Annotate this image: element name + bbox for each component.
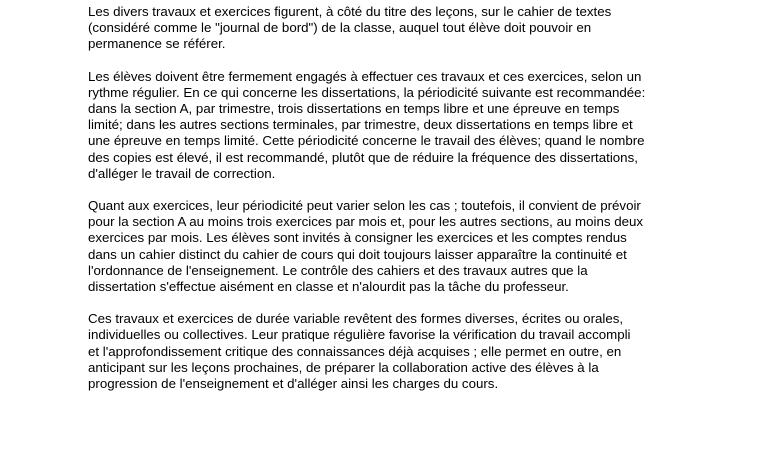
paragraph-formes-travaux: Ces travaux et exercices de durée variable revêtent des formes diverses, écrites ou orales, individuelles ou collectives. Leur pratique régulière favorise la vérification du travail accompli et l'approfondissement critique des connaissances déjà acquises ; elle permet en outre, en anticipant sur les leçons prochaines, de préparer la collaboration active des élèves à la progression de l'enseignement et d'alléger ainsi les charges du cours. [88, 311, 631, 392]
paragraph-exercices: Quant aux exercices, leur périodicité peut varier selon les cas ; toutefois, il convient de prévoir pour la section A au moins trois exercices par mois et, pour les autres sections, au moins deux exercices par mois. Les élèves sont invités à consigner les exercices et les comptes rendus dans un cahier distinct du cahier de cours qui doit toujours laisser apparaître la continuité et l'ordonnance de l'enseignement. Le contrôle des cahiers et des travaux autres que la dissertation s'effectue aisément en classe et n'alourdit pas la tâche du professeur. [88, 198, 644, 295]
document-body [88, 4, 671, 392]
paragraph-dissertations: Les élèves doivent être fermement engagés à effectuer ces travaux et ces exercices, selon un rythme régulier. En ce qui concerne les dissertations, la périodicité suivante est recommandée: dans la section A, par trimestre, trois dissertations en temps libre et une épreuve en temps limité; dans les autres sections terminales, par trimestre, deux dissertations en temps libre et une épreuve en temps limité. Cette périodicité concerne le travail des élèves; quand le nombre des copies est élevé, il est recommandé, plutôt que de réduire la fréquence des dissertations, d'alléger le travail de correction. [88, 68, 646, 181]
paragraph-cahier-de-textes: Les divers travaux et exercices figurent, à côté du titre des leçons, sur le cahier de textes (considéré comme le "journal de bord") de la classe, auquel tout élève doit pouvoir en permanence se référer. [88, 4, 612, 52]
